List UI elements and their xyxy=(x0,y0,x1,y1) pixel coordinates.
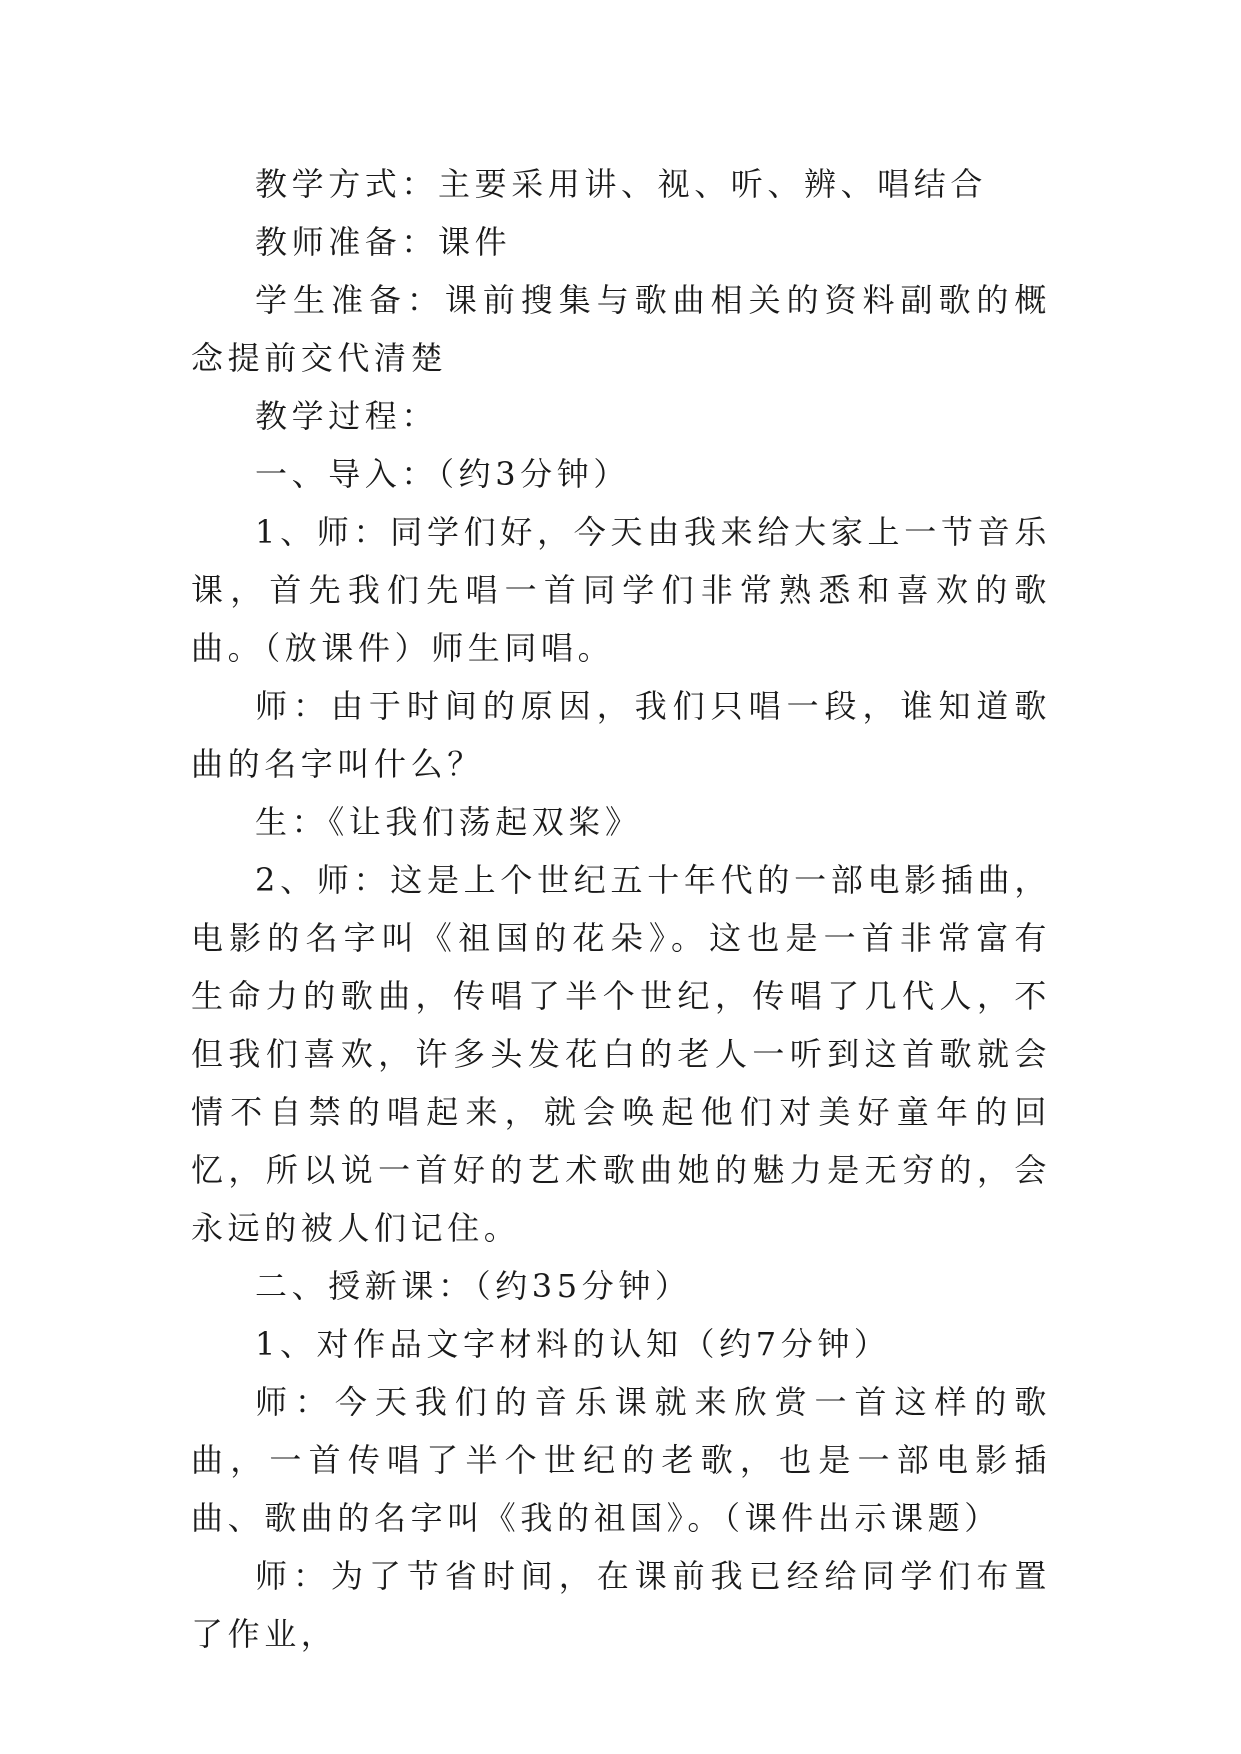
paragraph-intro-step-1: 1、师：同学们好，今天由我来给大家上一节音乐课，首先我们先唱一首同学们非常熟悉和喜欢的歌曲。（放课件）师生同唱。 xyxy=(191,513,1051,667)
paragraph-teacher-preparation: 教师准备：课件 xyxy=(255,223,512,261)
paragraph-teaching-process: 教学过程： xyxy=(255,397,439,435)
paragraph-student-answer: 生：《让我们荡起双桨》 xyxy=(255,803,642,841)
section-heading-new-lesson: 二、授新课：（约35分钟） xyxy=(255,1267,692,1305)
paragraph-homework-note: 师：为了节省时间，在课前我已经给同学们布置了作业， xyxy=(191,1557,1051,1653)
paragraph-teaching-method: 教学方式：主要采用讲、视、听、辨、唱结合 xyxy=(255,165,988,203)
section-heading-introduction: 一、导入：（约3分钟） xyxy=(255,455,630,493)
paragraph-intro-step-2: 2、师：这是上个世纪五十年代的一部电影插曲，电影的名字叫《祖国的花朵》。这也是一首非常富有生命力的歌曲，传唱了半个世纪，传唱了几代人，不但我们喜欢，许多头发花白的老人一听到这首歌就会情不自禁的唱起来，就会唤起他们对美好童年的回忆，所以说一首好的艺术歌曲她的魅力是无穷的，会永远的被人们记住。 xyxy=(191,861,1051,1247)
paragraph-teacher-question: 师：由于时间的原因，我们只唱一段，谁知道歌曲的名字叫什么？ xyxy=(191,687,1051,783)
paragraph-student-preparation: 学生准备：课前搜集与歌曲相关的资料副歌的概念提前交代清楚 xyxy=(191,281,1051,377)
document-body xyxy=(191,155,1051,1663)
subsection-heading-text-material: 1、对作品文字材料的认知（约7分钟） xyxy=(255,1325,891,1363)
paragraph-song-introduction: 师：今天我们的音乐课就来欣赏一首这样的歌曲，一首传唱了半个世纪的老歌，也是一部电影插曲、歌曲的名字叫《我的祖国》。（课件出示课题） xyxy=(191,1383,1051,1537)
